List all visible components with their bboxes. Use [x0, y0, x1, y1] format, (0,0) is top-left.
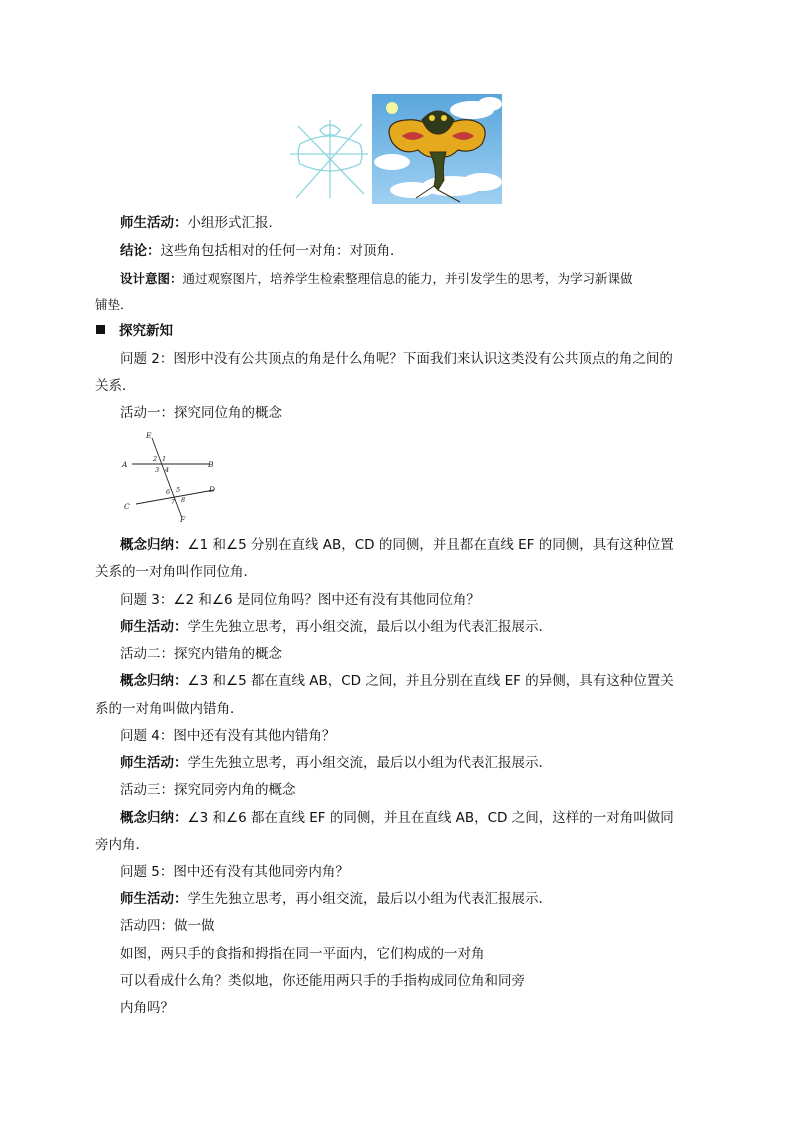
design-intent-line-2 [95, 296, 133, 314]
angle-label-7: 7 [171, 498, 176, 506]
question-2-text-2: 关系． [95, 378, 136, 394]
square-bullet-icon [96, 325, 105, 334]
teacher-activity-label: 师生活动： [120, 215, 188, 231]
question-3-line [120, 591, 480, 609]
kite-picture [372, 94, 502, 204]
angle-label-5: 5 [176, 486, 181, 494]
teacher-activity-line-1 [120, 214, 282, 232]
concept-3-line-1 [120, 809, 674, 827]
question-3-text: 问题 3：∠2 和∠6 是同位角吗？图中还有没有其他同位角？ [120, 592, 480, 608]
activity-2-text: 活动二：探究内错角的概念 [120, 646, 282, 662]
angle-label-6: 6 [166, 488, 171, 496]
concept-2-label: 概念归纳： [120, 673, 188, 689]
activity-4-body-text-3: 内角吗？ [120, 1000, 174, 1016]
angle-label-3: 3 [155, 466, 160, 474]
conclusion-label: 结论： [120, 243, 161, 259]
angle-label-2: 2 [153, 455, 158, 463]
design-intent-text-1: 通过观察图片，培养学生检索整理信息的能力，并引发学生的思考，为学习新课做 [182, 271, 633, 286]
concept-3-text-2: 旁内角． [95, 837, 149, 853]
conclusion-line [120, 242, 404, 260]
activity-4-body-text-1: 如图，两只手的食指和拇指在同一平面内，它们构成的一对角 [120, 946, 485, 962]
teacher-activity-text: 学生先独立思考，再小组交流，最后以小组为代表汇报展示． [187, 891, 552, 907]
angle-label-1: 1 [162, 455, 167, 463]
activity-1-text: 活动一：探究同位角的概念 [120, 405, 282, 421]
concept-3-label: 概念归纳： [120, 810, 188, 826]
teacher-activity-line-3 [120, 754, 552, 772]
activity-3-text: 活动三：探究同旁内角的概念 [120, 782, 296, 798]
activity-4-body-line-1 [120, 945, 485, 963]
line-ef [152, 438, 182, 518]
question-2-line-2 [95, 377, 136, 395]
question-2-text-1: 问题 2：图形中没有公共顶点的角是什么角呢？下面我们来认识这类没有公共顶点的角之间的 [120, 351, 673, 367]
question-2-line-1 [120, 350, 673, 368]
teacher-activity-line-4 [120, 890, 552, 908]
activity-4-line [120, 917, 215, 935]
concept-1-label: 概念归纳： [120, 537, 188, 553]
label-d: D [209, 485, 216, 494]
teacher-activity-text: 小组形式汇报． [187, 215, 282, 231]
activity-2-line [120, 645, 282, 663]
question-4-line [120, 727, 335, 745]
design-intent-text-2: 铺垫． [95, 297, 133, 312]
concept-2-text-1: ∠3 和∠5 都在直线 AB，CD 之间，并且分别在直线 EF 的异侧，具有这种位置关 [187, 673, 674, 689]
teacher-activity-line-2 [120, 618, 552, 636]
label-e: E [146, 431, 152, 440]
concept-3-text-1: ∠3 和∠6 都在直线 EF 的同侧，并且在直线 AB，CD 之间，这样的一对角叫做同 [187, 810, 674, 826]
concept-2-line-1 [120, 672, 674, 690]
transversal-figure [118, 428, 228, 528]
design-intent-line-1 [120, 270, 633, 288]
teacher-activity-label: 师生活动： [120, 755, 188, 771]
question-5-text: 问题 5：图中还有没有其他同旁内角？ [120, 864, 349, 880]
label-c: C [124, 502, 130, 511]
activity-3-line [120, 781, 296, 799]
label-a: A [122, 460, 128, 469]
concept-3-line-2 [95, 836, 149, 854]
activity-4-body-line-3 [120, 999, 174, 1017]
question-5-line [120, 863, 349, 881]
activity-4-body-line-2 [120, 972, 525, 990]
section-title: 探究新知 [119, 323, 173, 339]
teacher-activity-text: 学生先独立思考，再小组交流，最后以小组为代表汇报展示． [187, 619, 552, 635]
concept-2-text-2: 系的一对角叫做内错角． [95, 701, 244, 717]
activity-1-line [120, 404, 282, 422]
concept-1-line-1 [120, 536, 674, 554]
teacher-activity-text: 学生先独立思考，再小组交流，最后以小组为代表汇报展示． [187, 755, 552, 771]
kite-line-sketch [290, 120, 368, 198]
concept-1-line-2 [95, 563, 257, 581]
activity-4-body-text-2: 可以看成什么角？类似地，你还能用两只手的手指构成同位角和同旁 [120, 973, 525, 989]
angle-label-8: 8 [181, 496, 186, 504]
design-intent-label: 设计意图： [120, 271, 183, 286]
label-b: B [208, 460, 214, 469]
activity-4-text: 活动四：做一做 [120, 918, 215, 934]
section-heading [96, 322, 173, 340]
conclusion-text: 这些角包括相对的任何一对角：对顶角． [160, 243, 404, 259]
concept-2-line-2 [95, 700, 244, 718]
concept-1-text-1: ∠1 和∠5 分别在直线 AB，CD 的同侧，并且都在直线 EF 的同侧，具有这种位置 [187, 537, 674, 553]
teacher-activity-label: 师生活动： [120, 619, 188, 635]
angle-label-4: 4 [165, 466, 170, 474]
teacher-activity-label: 师生活动： [120, 891, 188, 907]
concept-1-text-2: 关系的一对角叫作同位角． [95, 564, 257, 580]
label-f: F [180, 515, 186, 524]
question-4-text: 问题 4：图中还有没有其他内错角？ [120, 728, 336, 744]
